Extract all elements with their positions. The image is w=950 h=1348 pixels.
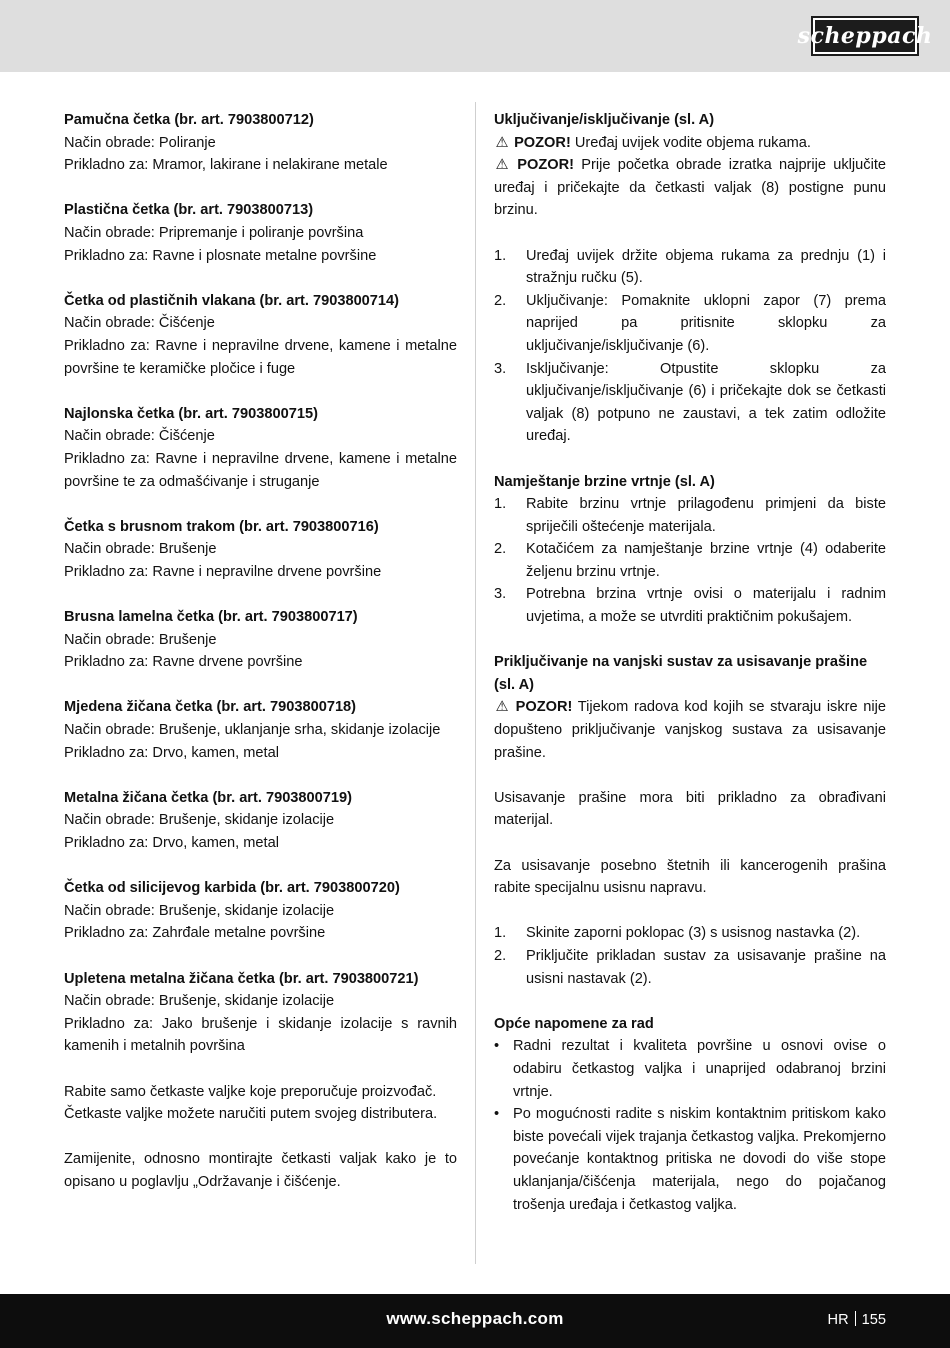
- brush-entry: [64, 516, 457, 584]
- step-number: 2.: [494, 541, 507, 558]
- brush-line: Prikladno za: Ravne i nepravilne drvene površine: [64, 563, 382, 580]
- list-item: [494, 922, 886, 945]
- brush-line: Način obrade: Čišćenje: [64, 315, 215, 332]
- list-item: [494, 1103, 886, 1216]
- brush-line: Način obrade: Brušenje, skidanje izolacije: [64, 993, 335, 1010]
- brush-entry: [64, 290, 457, 380]
- list-item: [494, 245, 886, 290]
- list-item: [494, 290, 886, 358]
- brush-title: Plastična četka (br. art. 7903800713): [64, 202, 314, 219]
- paragraph: [494, 855, 886, 900]
- page-indicator: [828, 1309, 886, 1332]
- warning-line: [494, 132, 886, 155]
- brush-line: Način obrade: Pripremanje i poliranje površina: [64, 224, 364, 241]
- warning-line: [494, 154, 886, 222]
- step-text: Uređaj uvijek držite objema rukama za prednju (1) i stražnju ručku (5).: [526, 247, 886, 287]
- step-text: Skinite zaporni poklopac (3) s usisnog nastavka (2).: [526, 925, 861, 942]
- note-line: Četkaste valjke možete naručiti putem svojeg distributera.: [64, 1106, 438, 1123]
- note-paragraph: [64, 1148, 457, 1193]
- brush-title: Četka od plastičnih vlakana (br. art. 7903800714): [64, 292, 400, 309]
- left-column: [64, 109, 457, 1216]
- brush-entry: [64, 968, 457, 1058]
- warning-label: POZOR!: [515, 699, 573, 716]
- brush-line: Prikladno za: Mramor, lakirane i nelakirane metale: [64, 157, 388, 174]
- note-line: Zamijenite, odnosno montirajte četkasti valjak kako je to opisano u poglavlju „Održavanje i čišćenje.: [64, 1151, 457, 1190]
- brush-title: Upletena metalna žičana četka (br. art. 7903800721): [64, 970, 419, 987]
- brush-line: Prikladno za: Ravne drvene površine: [64, 654, 303, 671]
- brush-line: Prikladno za: Zahrđale metalne površine: [64, 925, 326, 942]
- brush-line: Prikladno za: Ravne i nepravilne drvene, kamene i metalne površine te keramičke pločice i fuge: [64, 337, 457, 377]
- brush-line: Način obrade: Brušenje, skidanje izolacije: [64, 902, 335, 919]
- brush-title: Pamučna četka (br. art. 7903800712): [64, 112, 314, 128]
- extraction-steps: [494, 922, 886, 990]
- brush-title: Mjedena žičana četka (br. art. 7903800718): [64, 699, 357, 716]
- column-divider: [475, 102, 476, 1264]
- switching-steps: [494, 245, 886, 448]
- switching-section: [494, 109, 886, 222]
- brush-line: Način obrade: Brušenje, uklanjanje srha, skidanje izolacije: [64, 722, 441, 739]
- footer-url: www.scheppach.com: [386, 1309, 564, 1328]
- warning-line: [494, 696, 886, 764]
- list-item: [494, 583, 886, 628]
- paragraph-text: Za usisavanje posebno štetnih ili kancerogenih prašina rabite specijalnu usisnu napravu.: [494, 857, 886, 897]
- list-item: [494, 493, 886, 538]
- step-number: 1.: [494, 496, 507, 513]
- step-text: Uključivanje: Pomaknite uklopni zapor (7) prema naprijed pa pritisnite sklopku za uključivanje/isključivanje (6).: [526, 292, 886, 354]
- section-title: Priključivanje na vanjski sustav za usisavanje prašine (sl. A): [494, 654, 868, 693]
- brush-line: Način obrade: Brušenje: [64, 541, 217, 558]
- section-title: Opće napomene za rad: [494, 1015, 654, 1032]
- language-code: HR: [827, 1312, 849, 1328]
- bullet-icon: •: [494, 1038, 500, 1055]
- step-text: Priključite prikladan sustav za usisavanje prašine na usisni nastavak (2).: [526, 947, 886, 987]
- brush-title: Četka od silicijevog karbida (br. art. 7903800720): [64, 880, 400, 897]
- brush-entry: [64, 606, 457, 674]
- brush-line: Prikladno za: Ravne i nepravilne drvene, kamene i metalne površine te za odmašćivanje i struganje: [64, 450, 457, 490]
- brush-title: Najlonska četka (br. art. 7903800715): [64, 405, 318, 422]
- brush-line: Način obrade: Poliranje: [64, 134, 216, 151]
- warning-text: Uređaj uvijek vodite objema rukama.: [570, 134, 811, 151]
- step-number: 1.: [494, 925, 507, 942]
- step-number: 2.: [494, 292, 507, 309]
- scheppach-logo: scheppach: [811, 16, 919, 56]
- list-item: [494, 945, 886, 990]
- brush-line: Način obrade: Brušenje: [64, 631, 217, 648]
- step-number: 3.: [494, 360, 507, 377]
- brush-line: Način obrade: Brušenje, skidanje izolacije: [64, 812, 335, 829]
- brush-line: Prikladno za: Drvo, kamen, metal: [64, 744, 279, 761]
- brush-line: Prikladno za: Jako brušenje i skidanje izolacije s ravnih kamenih i metalnih površina: [64, 1015, 457, 1055]
- warning-label: POZOR!: [517, 157, 575, 174]
- brush-line: Prikladno za: Drvo, kamen, metal: [64, 835, 279, 851]
- list-item: [494, 1035, 886, 1103]
- brush-title: Četka s brusnom trakom (br. art. 7903800716): [64, 518, 379, 535]
- brush-entry: [64, 403, 457, 493]
- brush-entry: [64, 787, 457, 855]
- speed-section: [494, 471, 886, 629]
- warning-text: Tijekom radova kod kojih se stvaraju iskre nije dopušteno priključivanje vanjskog sustava za usisavanje prašine.: [494, 699, 886, 761]
- note-paragraph: [64, 1081, 457, 1126]
- warning-text: Prije početka obrade izratka najprije uključite uređaj i pričekajte da četkasti valjak (8) postigne punu brzinu.: [494, 157, 886, 219]
- step-number: 1.: [494, 247, 507, 264]
- brush-entry: [64, 199, 457, 267]
- step-text: Kotačićem za namještanje brzine vrtnje (4) odaberite željenu brzinu vrtnje.: [526, 541, 886, 580]
- section-title: Uključivanje/isključivanje (sl. A): [494, 112, 715, 128]
- step-text: Isključivanje: Otpustite sklopku za uključivanje/isključivanje (6) i pričekajte dok se četkasti valjak (8) potpuno ne zaustavi, a tek zatim odložite uređaj.: [526, 360, 886, 445]
- step-number: 3.: [494, 586, 507, 603]
- paragraph-text: Usisavanje prašine mora biti prikladno za obrađivani materijal.: [494, 789, 886, 829]
- right-column: [494, 109, 886, 1239]
- separator: [855, 1311, 856, 1326]
- header-bar: [0, 0, 950, 72]
- warning-label: POZOR!: [514, 134, 571, 151]
- page-number: 155: [861, 1312, 886, 1328]
- step-text: Rabite brzinu vrtnje prilagođenu primjeni da biste spriječili oštećenje materijala.: [526, 496, 886, 535]
- brush-title: Metalna žičana četka (br. art. 7903800719): [64, 789, 352, 806]
- warning-triangle-icon: ⚠: [495, 157, 509, 174]
- brush-line: Način obrade: Čišćenje: [64, 428, 215, 445]
- section-title: Namještanje brzine vrtnje (sl. A): [494, 473, 715, 490]
- paragraph: [494, 787, 886, 832]
- brush-entry: [64, 109, 457, 177]
- step-text: Potrebna brzina vrtnje ovisi o materijalu i radnim uvjetima, a može se utvrditi praktičnim pokušajem.: [526, 586, 886, 626]
- footer-bar: [0, 1294, 950, 1348]
- brush-entry: [64, 696, 457, 764]
- general-section: [494, 1013, 886, 1216]
- list-item: [494, 358, 886, 448]
- brush-line: Prikladno za: Ravne i plosnate metalne površine: [64, 247, 377, 264]
- bullet-text: Radni rezultat i kvaliteta površine u osnovi ovise o odabiru četkastog valjka i unaprijed odabranoj brzini vrtnje.: [513, 1038, 886, 1100]
- bullet-icon: •: [494, 1106, 500, 1123]
- warning-triangle-icon: ⚠: [495, 134, 509, 151]
- bullet-text: Po mogućnosti radite s niskim kontaktnim pritiskom kako biste povećali vijek trajanja četkastog valjka. Prekomjerno povećanje kontaktnog pritiska ne dovodi do više stope uklanjanja/čišćenja materijala, nego do pojačanog trošenja uređaja i četkastog valjka.: [513, 1106, 886, 1213]
- extraction-section: [494, 651, 886, 764]
- note-line: Rabite samo četkaste valjke koje preporučuje proizvođač.: [64, 1083, 437, 1100]
- warning-triangle-icon: ⚠: [495, 699, 509, 716]
- brush-title: Brusna lamelna četka (br. art. 7903800717): [64, 609, 358, 626]
- step-number: 2.: [494, 947, 507, 964]
- list-item: [494, 538, 886, 583]
- brush-entry: [64, 877, 457, 945]
